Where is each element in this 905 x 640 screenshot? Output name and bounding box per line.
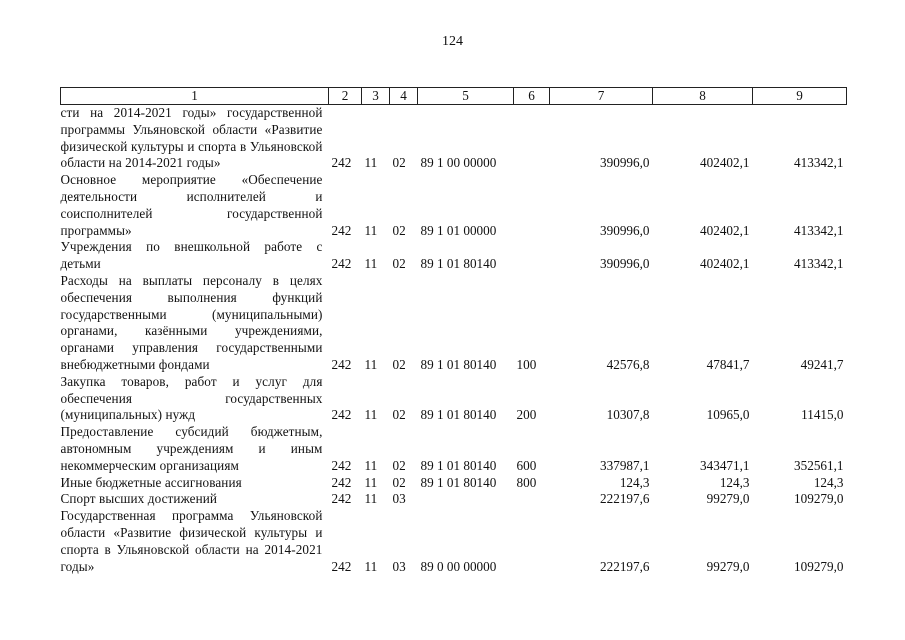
cell-subsection: 02 — [392, 457, 406, 473]
cell-target-article: 89 1 01 80140 — [420, 474, 497, 490]
column-header: 9 — [753, 88, 847, 105]
cell-ministry: 242 — [331, 155, 352, 171]
cell-amount-2: 47841,7 — [706, 356, 750, 372]
cell-section: 11 — [364, 407, 378, 423]
column-header: 6 — [514, 88, 550, 105]
row-name: Основное мероприятие «Обеспечение деятельности исполнителей и соисполнителей государственной программы» — [60, 172, 323, 238]
cell-amount-3: 124,3 — [813, 474, 844, 490]
cell-section: 11 — [364, 558, 378, 574]
cell-expense-type — [514, 239, 550, 273]
cell-ministry: 242 — [331, 222, 352, 238]
cell-expense-type — [514, 491, 550, 508]
budget-table — [60, 87, 847, 575]
row-name: сти на 2014-2021 годы» государственной программы Ульяновской области «Развитие физической культуры и спорта в Ульяновской области на 2014-2021 годы» — [60, 105, 323, 171]
table-header-row — [61, 88, 847, 105]
cell-amount-3: 109279,0 — [794, 558, 844, 574]
cell-section: 11 — [364, 256, 378, 272]
table-row — [61, 491, 847, 508]
cell-amount-2: 343471,1 — [700, 457, 750, 473]
cell-amount-3: 49241,7 — [800, 356, 844, 372]
cell-amount-2: 402402,1 — [700, 256, 750, 272]
cell-target-article: 89 1 01 80140 — [420, 256, 497, 272]
table-row — [61, 374, 847, 424]
cell-subsection: 02 — [392, 222, 406, 238]
table-row — [61, 239, 847, 273]
row-name: Государственная программа Ульяновской области «Развитие физической культуры и спорта в Ульяновской области на 2014-2021 годы» — [60, 508, 323, 574]
cell-ministry: 242 — [331, 457, 352, 473]
cell-amount-1: 124,3 — [619, 474, 650, 490]
cell-amount-2: 99279,0 — [706, 491, 750, 507]
cell-amount-2: 124,3 — [719, 474, 750, 490]
cell-subsection: 02 — [392, 407, 406, 423]
cell-target-article: 89 1 01 80140 — [420, 407, 497, 423]
cell-subsection: 03 — [392, 558, 406, 574]
column-header: 3 — [362, 88, 390, 105]
row-name: Предоставление субсидий бюджетным, автономным учреждениям и иным некоммерческим организациям — [60, 424, 323, 473]
cell-ministry: 242 — [331, 474, 352, 490]
table-row — [61, 424, 847, 474]
row-name: Иные бюджетные ассигнования — [60, 474, 242, 490]
column-header: 4 — [390, 88, 418, 105]
cell-amount-3: 413342,1 — [794, 155, 844, 171]
cell-amount-1: 390996,0 — [600, 256, 650, 272]
cell-expense-type: 800 — [516, 474, 537, 490]
cell-expense-type — [514, 508, 550, 575]
cell-amount-3: 413342,1 — [794, 222, 844, 238]
row-name: Закупка товаров, работ и услуг для обеспечения государственных (муниципальных) нужд — [60, 373, 323, 423]
cell-expense-type: 600 — [516, 457, 537, 473]
cell-amount-1: 10307,8 — [606, 407, 650, 423]
cell-ministry: 242 — [331, 491, 352, 507]
cell-section: 11 — [364, 474, 378, 490]
cell-subsection: 02 — [392, 256, 406, 272]
cell-amount-1: 390996,0 — [600, 222, 650, 238]
cell-amount-2: 99279,0 — [706, 558, 750, 574]
page-number: 124 — [442, 34, 463, 49]
cell-target-article: 89 1 00 00000 — [420, 155, 497, 171]
cell-section: 11 — [364, 457, 378, 473]
cell-amount-1: 222197,6 — [600, 491, 650, 507]
cell-ministry: 242 — [331, 407, 352, 423]
cell-target-article: 89 0 00 00000 — [420, 558, 497, 574]
cell-expense-type — [514, 105, 550, 173]
cell-expense-type — [514, 172, 550, 239]
cell-ministry: 242 — [331, 558, 352, 574]
cell-amount-3: 413342,1 — [794, 256, 844, 272]
table-row — [61, 105, 847, 173]
cell-subsection: 02 — [392, 155, 406, 171]
cell-amount-3: 11415,0 — [801, 407, 844, 423]
row-name: Спорт высших достижений — [60, 491, 218, 507]
cell-amount-2: 402402,1 — [700, 222, 750, 238]
cell-expense-type: 100 — [516, 356, 537, 372]
cell-subsection: 02 — [392, 474, 406, 490]
column-header: 1 — [61, 88, 329, 105]
cell-amount-3: 109279,0 — [794, 491, 844, 507]
cell-amount-2: 10965,0 — [706, 407, 750, 423]
row-name: Учреждения по внешкольной работе с детьми — [60, 239, 323, 272]
cell-amount-2: 402402,1 — [700, 155, 750, 171]
cell-amount-1: 337987,1 — [600, 457, 650, 473]
column-header: 7 — [550, 88, 653, 105]
cell-subsection: 03 — [392, 491, 406, 507]
cell-amount-3: 352561,1 — [794, 457, 844, 473]
table-row — [61, 172, 847, 239]
row-name: Расходы на выплаты персоналу в целях обеспечения выполнения функций государственными (муниципальными) органами, казёнными учреждениями, органами управления государственными внебюджетными фондами — [60, 272, 323, 372]
cell-amount-1: 390996,0 — [600, 155, 650, 171]
cell-section: 11 — [364, 356, 378, 372]
column-header: 2 — [329, 88, 362, 105]
cell-ministry: 242 — [331, 356, 352, 372]
cell-target-article — [418, 491, 514, 508]
cell-target-article: 89 1 01 00000 — [420, 222, 497, 238]
table-row — [61, 273, 847, 374]
cell-subsection: 02 — [392, 356, 406, 372]
cell-amount-1: 42576,8 — [606, 356, 650, 372]
cell-section: 11 — [364, 491, 378, 507]
table-row — [61, 508, 847, 575]
cell-target-article: 89 1 01 80140 — [420, 457, 497, 473]
column-header: 8 — [653, 88, 753, 105]
cell-expense-type: 200 — [516, 407, 537, 423]
cell-amount-1: 222197,6 — [600, 558, 650, 574]
cell-ministry: 242 — [331, 256, 352, 272]
cell-section: 11 — [364, 222, 378, 238]
table-row — [61, 475, 847, 492]
cell-target-article: 89 1 01 80140 — [420, 356, 497, 372]
column-header: 5 — [418, 88, 514, 105]
cell-section: 11 — [364, 155, 378, 171]
